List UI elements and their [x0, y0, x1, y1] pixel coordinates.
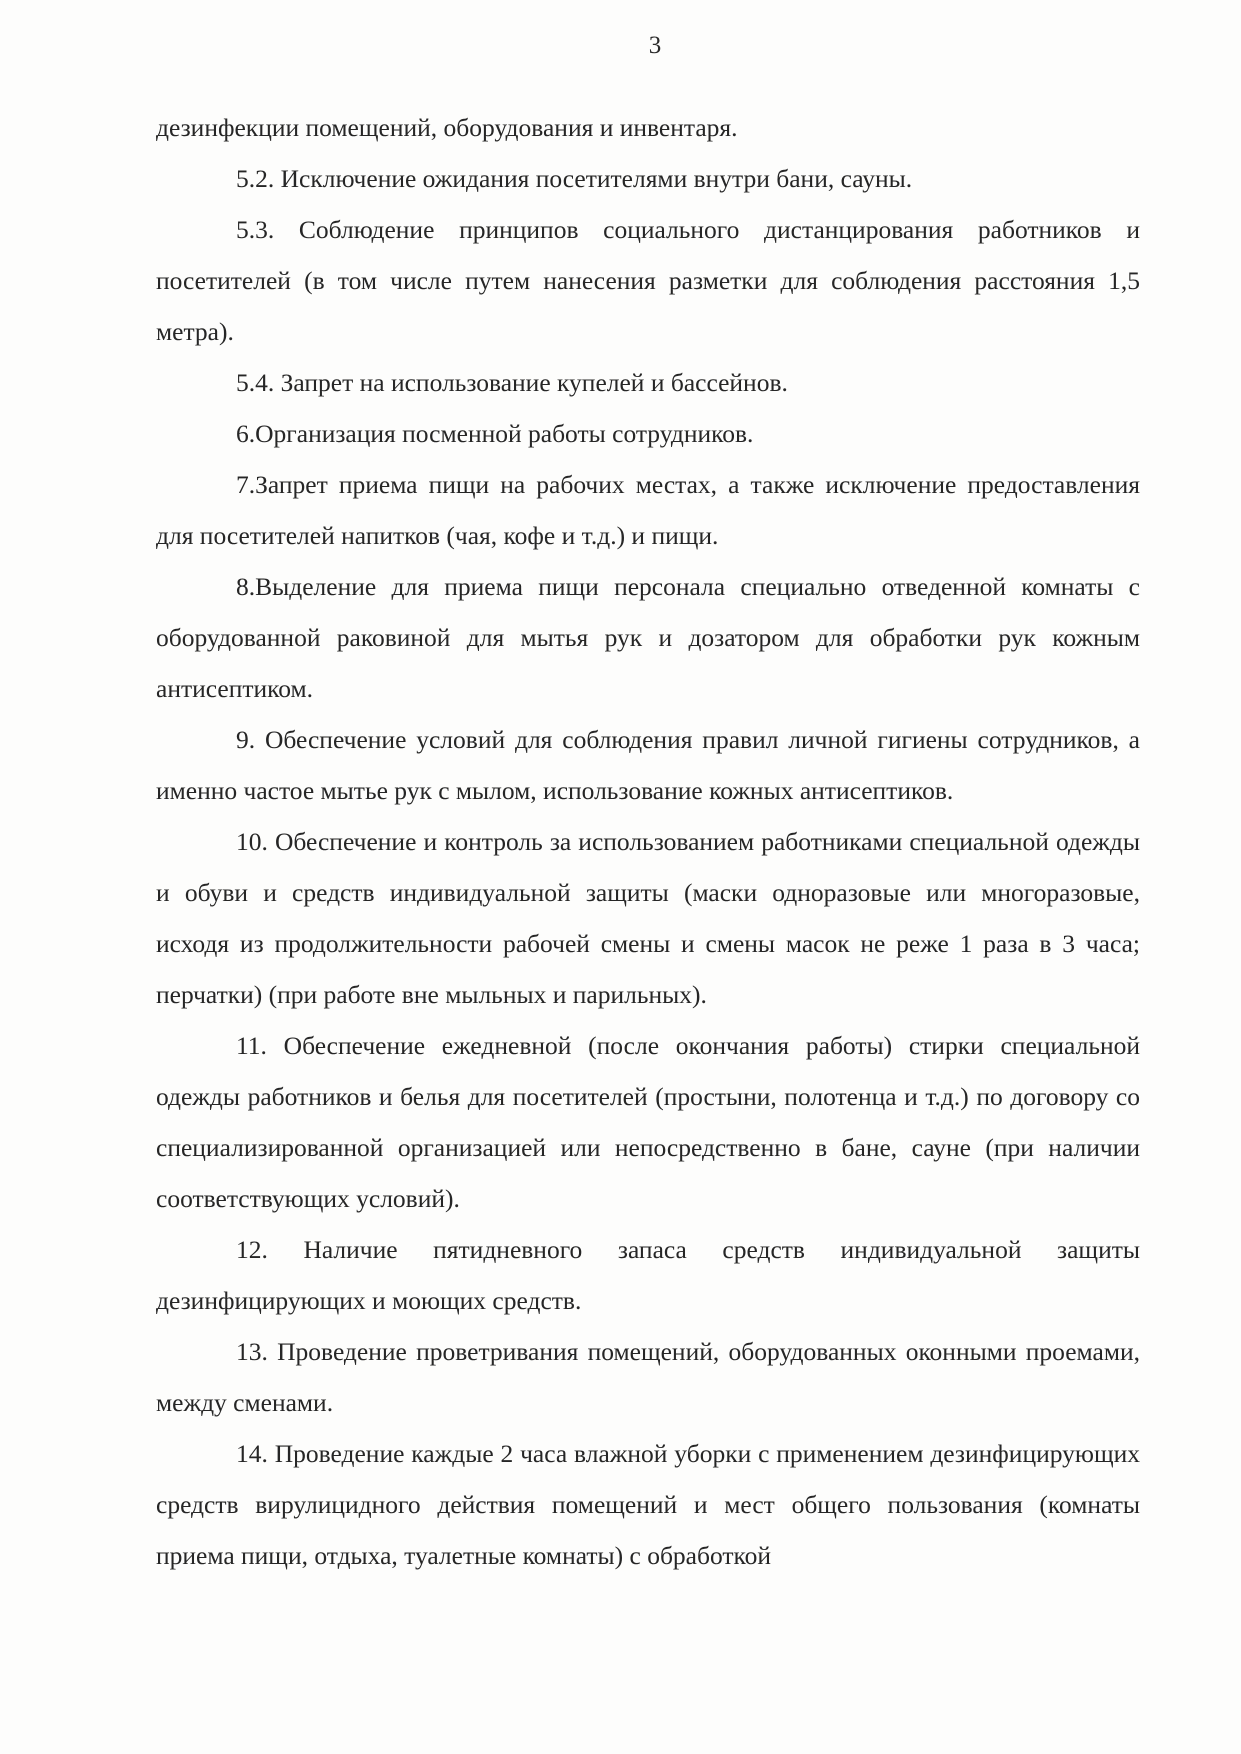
paragraph-5-2: 5.2. Исключение ожидания посетителями внутри бани, сауны. — [236, 164, 913, 193]
paragraph-10: 10. Обеспечение и контроль за использованием работниками специальной одежды и обуви и средств индивидуальной защиты (маски одноразовые или многоразовые, исходя из продолжительности рабочей смены и смены масок не реже 1 раза в 3 часа; перчатки) (при работе вне мыльных и парильных). — [156, 827, 1140, 1009]
paragraph-9: 9. Обеспечение условий для соблюдения правил личной гигиены сотрудников, а именно частое мытье рук с мылом, использование кожных антисептиков. — [156, 725, 1140, 805]
paragraph-11: 11. Обеспечение ежедневной (после окончания работы) стирки специальной одежды работников и белья для посетителей (простыни, полотенца и т.д.) по договору со специализированной организацией или непосредственно в бане, сауне (при наличии соответствующих условий). — [156, 1031, 1140, 1213]
paragraph-14: 14. Проведение каждые 2 часа влажной уборки с применением дезинфицирующих средств вирулицидного действия помещений и мест общего пользования (комнаты приема пищи, отдыха, туалетные комнаты) с обработкой — [156, 1439, 1140, 1570]
document-body — [156, 102, 1140, 1581]
paragraph-6: 6.Организация посменной работы сотрудников. — [236, 419, 754, 448]
paragraph-7: 7.Запрет приема пищи на рабочих местах, а также исключение предоставления для посетителей напитков (чая, кофе и т.д.) и пищи. — [156, 470, 1140, 550]
paragraph-5-3: 5.3. Соблюдение принципов социального дистанцирования работников и посетителей (в том числе путем нанесения разметки для соблюдения расстояния 1,5 метра). — [156, 215, 1140, 346]
paragraph-12: 12. Наличие пятидневного запаса средств индивидуальной защиты дезинфицирующих и моющих средств. — [156, 1235, 1140, 1315]
paragraph-13: 13. Проведение проветривания помещений, оборудованных оконными проемами, между сменами. — [156, 1337, 1140, 1417]
paragraph-5-4: 5.4. Запрет на использование купелей и бассейнов. — [236, 368, 788, 397]
page-number: 3 — [648, 32, 662, 59]
paragraph-continuation: дезинфекции помещений, оборудования и инвентаря. — [156, 113, 738, 142]
paragraph-8: 8.Выделение для приема пищи персонала специально отведенной комнаты с оборудованной раковиной для мытья рук и дозатором для обработки рук кожным антисептиком. — [156, 572, 1140, 703]
